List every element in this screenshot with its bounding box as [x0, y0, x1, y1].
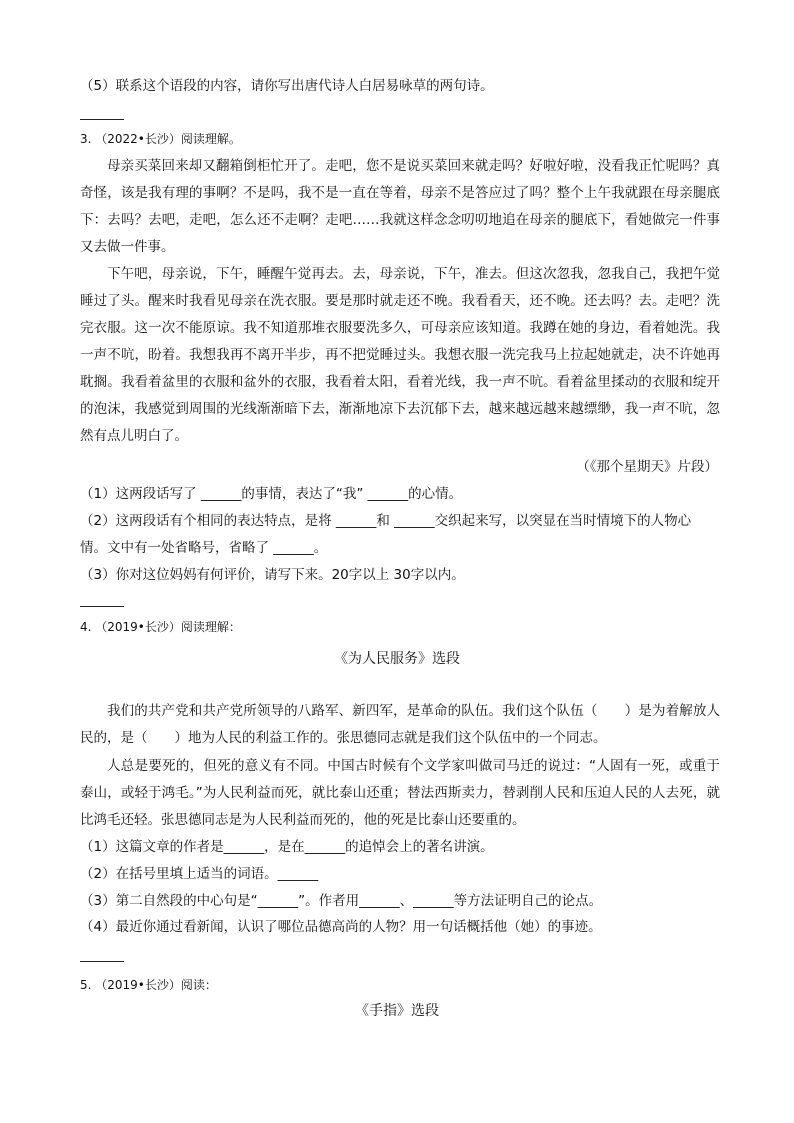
q4-subquestion-1: （1）这篇文章的作者是______，是在______的追悼会上的著名讲演。 [80, 839, 494, 855]
q3-passage-p1: 母亲买菜回来却又翻箱倒柜忙开了。走吧，您不是说买菜回来就走吗？好啦好啦，没看我正忙呢吗？真奇怪，该是我有理的事啊？不是吗，我不是一直在等着，母亲不是答应过了吗？整个上午我就跟在母亲腿底下：去吗？去吧，走吧，怎么还不走啊？走吧……我就这样念念叨叨地追在母亲的腿底下，看她做完一件事又去做一件事。 [80, 158, 720, 255]
q5-passage-title: 《手指》选段 [355, 1003, 439, 1019]
separator [80, 961, 124, 962]
separator [80, 119, 124, 120]
q4-header: 4. （2019•长沙）阅读理解： [80, 620, 241, 634]
q3-source: （《那个星期天》片段） [576, 459, 718, 475]
separator [80, 606, 124, 607]
q4-passage-p1: 我们的共产党和共产党所领导的八路军、新四军，是革命的队伍。我们这个队伍（ ）是为着解放人民的，是（ ）地为人民的利益工作的。张思德同志就是我们这个队伍中的一个同志。 [80, 703, 720, 746]
q3-subquestion-3: （3）你对这位妈妈有何评价，请写下来。20字以上 30字以内。 [80, 567, 465, 583]
q4-passage-p2: 人总是要死的，但死的意义有不同。中国古时候有个文学家叫做司马迁的说过：“人固有一死，或重于泰山，或轻于鸿毛。”为人民利益而死，就比泰山还重；替法西斯卖力，替剥削人民和压迫人民的人去死，就比鸿毛还轻。张思德同志是为人民利益而死的，他的死是比泰山还要重的。 [80, 758, 720, 828]
q4-subquestion-4: （4）最近你通过看新闻，认识了哪位品德高尚的人物？用一句话概括他（她）的事迹。 [80, 919, 602, 935]
q3-header: 3. （2022•长沙）阅读理解。 [80, 132, 241, 146]
q4-subquestion-2: （2）在括号里填上适当的词语。______ [80, 866, 319, 882]
q3-passage-p2: 下午吧，母亲说，下午，睡醒午觉再去。去，母亲说，下午，准去。但这次忽我，忽我自己，我把午觉睡过了头。醒来时我看见母亲在洗衣服。要是那时就走还不晚。我看看天，还不晚。还去吗？去。走吧？洗完衣服。这一次不能原谅。我不知道那堆衣服要洗多久，可母亲应该知道。我蹲在她的身边，看着她洗。我一声不吭，盼着。我想我再不离开半步，再不把觉睡过头。我想衣服一洗完我马上拉起她就走，决不许她再耽搁。我看着盆里的衣服和盆外的衣服，我看着太阳，看着光线，我一声不吭。看着盆里揉动的衣服和绽开的泡沫，我感觉到周围的光线渐渐暗下去，渐渐地凉下去沉郁下去，越来越远越来越缥缈，我一声不吭，忽然有点儿明白了。 [80, 266, 720, 444]
q5-header: 5. （2019•长沙）阅读： [80, 978, 217, 992]
q3-subquestion-2: （2）这两段话有个相同的表达特点，是将 ______和 ______交织起来写，以突显在当时情境下的人物心 [80, 513, 692, 529]
q4-subquestion-3: （3）第二自然段的中心句是“______”。作者用______、______等方法证明自己的论点。 [80, 893, 603, 909]
q3-subquestion-1: （1）这两段话写了 ______的事情，表达了“我” ______的心情。 [80, 486, 463, 502]
q3-subquestion-2-cont: 情。文中有一处省略号，省略了 ______。 [80, 540, 328, 556]
q4-passage-title: 《为人民服务》选段 [334, 651, 460, 667]
q2-subquestion-5: （5）联系这个语段的内容，请你写出唐代诗人白居易咏草的两句诗。 [80, 78, 494, 94]
